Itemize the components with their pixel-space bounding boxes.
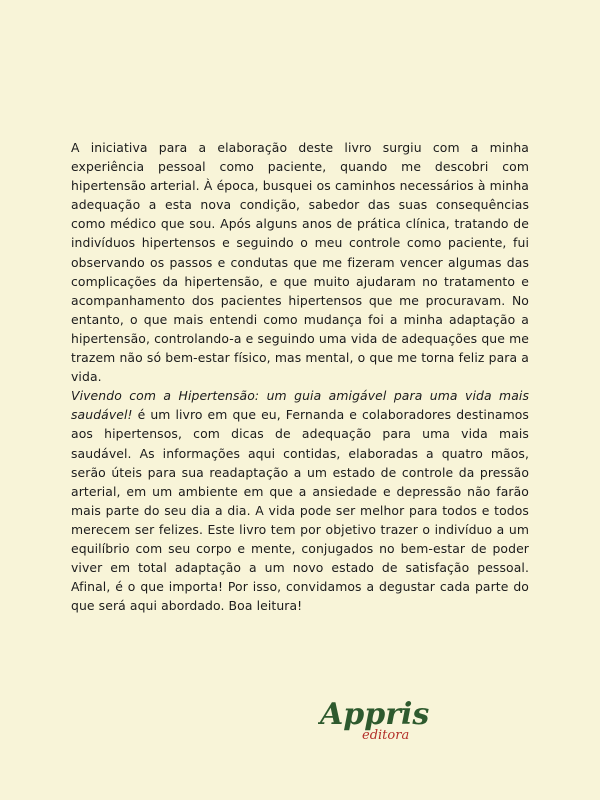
back-cover-text — [71, 138, 529, 615]
logo-sub: editora — [362, 728, 410, 743]
appris-logo — [318, 692, 438, 748]
paragraph-book-description — [71, 386, 529, 615]
paragraph-intro: A iniciativa para a elaboração deste livro surgiu com a minha experiência pessoal como paciente, quando me descobri com hipertensão arterial. À época, busquei os caminhos necessários à minha adequação a esta nova condição, sabedor das suas consequências como médico que sou. Após alguns anos de prática clínica, tratando de indivíduos hipertensos e seguindo o meu controle como paciente, fui observando os passos e condutas que me fizeram vencer algumas das complicações da hipertensão, e que muito ajudaram no tratamento e acompanhamento dos pacientes hipertensos que me procuravam. No entanto, o que mais entendi como mudança foi a minha adaptação a hipertensão, controlando-a e seguindo uma vida de adequações que me trazem não só bem-estar físico, mas mental, o que me torna feliz para a vida. — [71, 140, 529, 385]
book-title: Vivendo com a Hipertensão: um guia amigável para uma vida mais saudável! — [71, 388, 529, 423]
book-description: é um livro em que eu, Fernanda e colaboradores destinamos aos hipertensos, com dicas de adequação para uma vida mais saudável. As informações aqui contidas, elaboradas a quatro mãos, serão úteis para sua readaptação a um estado de controle da pressão arterial, em um ambiente em que a ansiedade e depressão não farão mais parte do seu dia a dia. A vida pode ser melhor para todos e todos merecem ser felizes. Este livro tem por objetivo trazer o indivíduo a um equilíbrio com seu corpo e mente, conjugados no bem-estar de poder viver em total adaptação a um novo estado de satisfação pessoal. Afinal, é o que importa! Por isso, convidamos a degustar cada parte do que será aqui abordado. Boa leitura! — [71, 407, 529, 614]
logo-name: Appris — [320, 697, 430, 732]
